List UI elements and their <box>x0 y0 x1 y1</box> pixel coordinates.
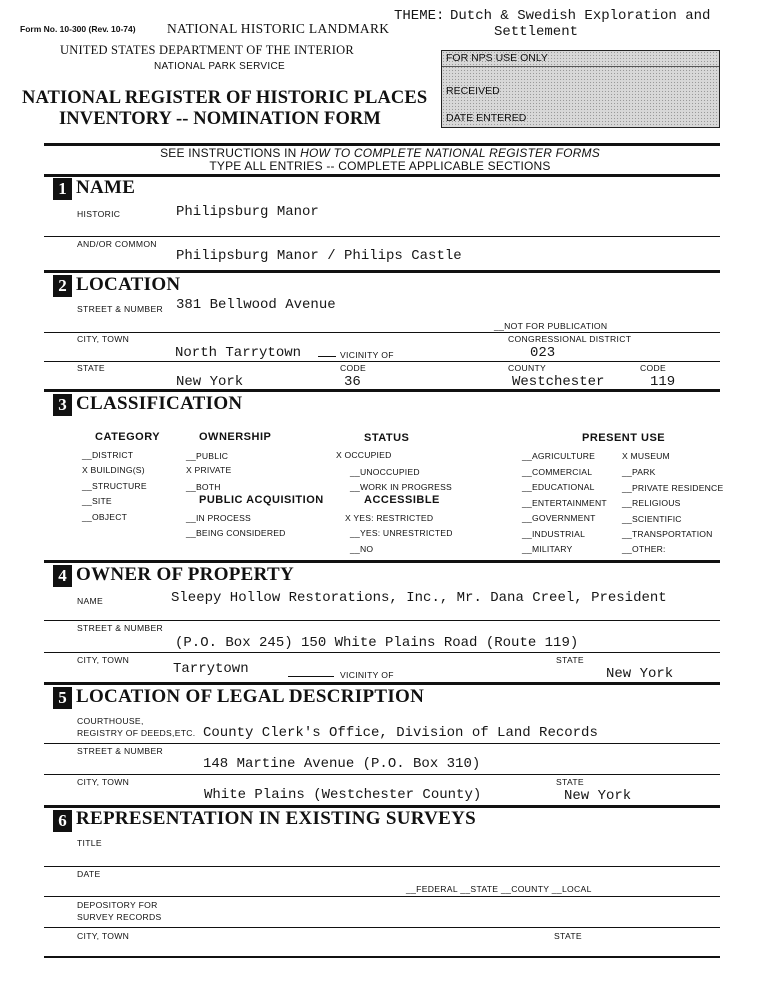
survey-levels: __FEDERAL __STATE __COUNTY __LOCAL <box>406 884 592 894</box>
courthouse-value: County Clerk's Office, Division of Land Records <box>203 725 598 741</box>
acquisition-in-process: __IN PROCESS <box>186 513 251 523</box>
courthouse-label: COURTHOUSE, <box>77 716 144 726</box>
owner-state-label: STATE <box>556 655 584 665</box>
use-agriculture: __AGRICULTURE <box>522 451 596 461</box>
section-4-title: OWNER OF PROPERTY <box>76 564 295 585</box>
survey-title-label: TITLE <box>77 838 102 848</box>
category-district: __DISTRICT <box>82 450 134 460</box>
instructions-line1 <box>0 146 760 160</box>
use-park: __PARK <box>622 467 656 477</box>
section-1-title: NAME <box>76 177 136 198</box>
ownership-both: __BOTH <box>186 482 221 492</box>
city-value: North Tarrytown <box>175 345 302 361</box>
owner-state-value: New York <box>606 666 674 682</box>
depository-label-line1: DEPOSITORY FOR <box>77 900 158 910</box>
survey-city-label: CITY, TOWN <box>77 931 130 941</box>
access-yes-restricted: X YES: RESTRICTED <box>345 513 434 523</box>
vicinity-label: VICINITY OF <box>340 350 394 360</box>
section-1-number: 1 <box>53 178 72 200</box>
instructions-prefix: SEE INSTRUCTIONS IN <box>160 146 297 160</box>
street-number-label: STREET & NUMBER <box>77 304 163 314</box>
ownership-public: __PUBLIC <box>186 451 229 461</box>
category-object: __OBJECT <box>82 512 128 522</box>
section-5-title: LOCATION OF LEGAL DESCRIPTION <box>76 686 425 707</box>
ownership-heading: OWNERSHIP <box>199 431 272 443</box>
use-commercial: __COMMERCIAL <box>522 467 593 477</box>
county-value: Westchester <box>512 374 605 390</box>
ownership-private: X PRIVATE <box>186 465 232 475</box>
survey-date-label: DATE <box>77 869 101 879</box>
use-private-residence: __PRIVATE RESIDENCE <box>622 483 724 493</box>
section-2-title: LOCATION <box>76 274 181 295</box>
legal-state-value: New York <box>564 788 632 804</box>
landmark-label: NATIONAL HISTORIC LANDMARK <box>167 21 390 36</box>
use-transportation: __TRANSPORTATION <box>622 529 713 539</box>
access-yes-unrestricted: __YES: UNRESTRICTED <box>350 528 453 538</box>
state-code-value: 36 <box>344 374 361 390</box>
present-use-heading: PRESENT USE <box>582 432 666 444</box>
owner-street-label: STREET & NUMBER <box>77 623 163 633</box>
depository-label-line2: SURVEY RECORDS <box>77 912 162 922</box>
date-entered-label: DATE ENTERED <box>446 112 527 124</box>
category-heading: CATEGORY <box>95 431 161 443</box>
section-3-title: CLASSIFICATION <box>76 393 243 414</box>
congressional-district-label: CONGRESSIONAL DISTRICT <box>508 334 632 344</box>
acquisition-being-considered: __BEING CONSIDERED <box>186 528 286 538</box>
state-code-label: CODE <box>340 363 367 373</box>
category-structure: __STRUCTURE <box>82 481 147 491</box>
theme-value-line1: Dutch & Swedish Exploration and <box>450 8 711 24</box>
form-title-line1: NATIONAL REGISTER OF HISTORIC PLACES <box>22 88 428 108</box>
department-label: UNITED STATES DEPARTMENT OF THE INTERIOR <box>60 43 354 57</box>
historic-name-value: Philipsburg Manor <box>176 204 319 220</box>
use-other: __OTHER: <box>622 544 666 554</box>
use-educational: __EDUCATIONAL <box>522 482 595 492</box>
use-entertainment: __ENTERTAINMENT <box>522 498 607 508</box>
access-no: __NO <box>350 544 374 554</box>
accessible-heading: ACCESSIBLE <box>364 494 440 506</box>
section-6-number: 6 <box>53 810 72 832</box>
registry-label: REGISTRY OF DEEDS,ETC. <box>77 728 196 738</box>
status-occupied: X OCCUPIED <box>336 450 392 460</box>
use-religious: __RELIGIOUS <box>622 498 681 508</box>
state-label: STATE <box>77 363 105 373</box>
nps-use-label: FOR NPS USE ONLY <box>446 52 548 64</box>
county-code-label: CODE <box>640 363 667 373</box>
owner-name-value: Sleepy Hollow Restorations, Inc., Mr. Dana Creel, President <box>171 590 667 606</box>
owner-vicinity-label: VICINITY OF <box>340 670 394 680</box>
legal-city-label: CITY, TOWN <box>77 777 130 787</box>
survey-state-label: STATE <box>554 931 582 941</box>
form-title-line2: INVENTORY -- NOMINATION FORM <box>59 109 381 129</box>
status-heading: STATUS <box>364 432 410 444</box>
theme-label: THEME: <box>394 8 445 24</box>
use-museum: X MUSEUM <box>622 451 670 461</box>
nps-use-box <box>441 50 720 128</box>
section-3-number: 3 <box>53 394 72 416</box>
category-buildings: X BUILDING(S) <box>82 465 145 475</box>
common-name-label: AND/OR COMMON <box>77 239 157 249</box>
legal-street-label: STREET & NUMBER <box>77 746 163 756</box>
legal-street-value: 148 Martine Avenue (P.O. Box 310) <box>203 756 481 772</box>
common-name-value: Philipsburg Manor / Philips Castle <box>176 248 462 264</box>
received-label: RECEIVED <box>446 85 500 97</box>
not-for-publication: __NOT FOR PUBLICATION <box>494 321 608 331</box>
section-5-number: 5 <box>53 687 72 709</box>
use-military: __MILITARY <box>522 544 573 554</box>
public-acquisition-heading: PUBLIC ACQUISITION <box>199 494 324 506</box>
section-2-number: 2 <box>53 275 72 297</box>
county-label: COUNTY <box>508 363 547 373</box>
service-label: NATIONAL PARK SERVICE <box>154 61 285 72</box>
form-number: Form No. 10-300 (Rev. 10-74) <box>20 24 136 34</box>
instructions-line2: TYPE ALL ENTRIES -- COMPLETE APPLICABLE SECTIONS <box>209 159 551 173</box>
use-scientific: __SCIENTIFIC <box>622 514 682 524</box>
owner-name-label: NAME <box>77 596 104 606</box>
county-code-value: 119 <box>650 374 676 390</box>
section-6-title: REPRESENTATION IN EXISTING SURVEYS <box>76 808 477 829</box>
owner-street-value: (P.O. Box 245) 150 White Plains Road (Route 119) <box>175 635 579 651</box>
owner-city-label: CITY, TOWN <box>77 655 130 665</box>
category-site: __SITE <box>82 496 112 506</box>
street-value: 381 Bellwood Avenue <box>176 297 336 313</box>
owner-vicinity-blank <box>288 676 334 677</box>
section-4-number: 4 <box>53 565 72 587</box>
vicinity-blank <box>318 356 336 357</box>
instructions-title: HOW TO COMPLETE NATIONAL REGISTER FORMS <box>300 146 600 160</box>
historic-label: HISTORIC <box>77 209 121 219</box>
use-industrial: __INDUSTRIAL <box>522 529 586 539</box>
congressional-district-value: 023 <box>530 345 556 361</box>
legal-state-label: STATE <box>556 777 584 787</box>
owner-city-value: Tarrytown <box>173 661 249 677</box>
legal-city-value: White Plains (Westchester County) <box>204 787 482 803</box>
city-town-label: CITY, TOWN <box>77 334 130 344</box>
state-value: New York <box>176 374 244 390</box>
status-unoccupied: __UNOCCUPIED <box>350 467 420 477</box>
theme-value-line2: Settlement <box>494 24 579 40</box>
status-work-in-progress: __WORK IN PROGRESS <box>350 482 452 492</box>
use-government: __GOVERNMENT <box>522 513 596 523</box>
